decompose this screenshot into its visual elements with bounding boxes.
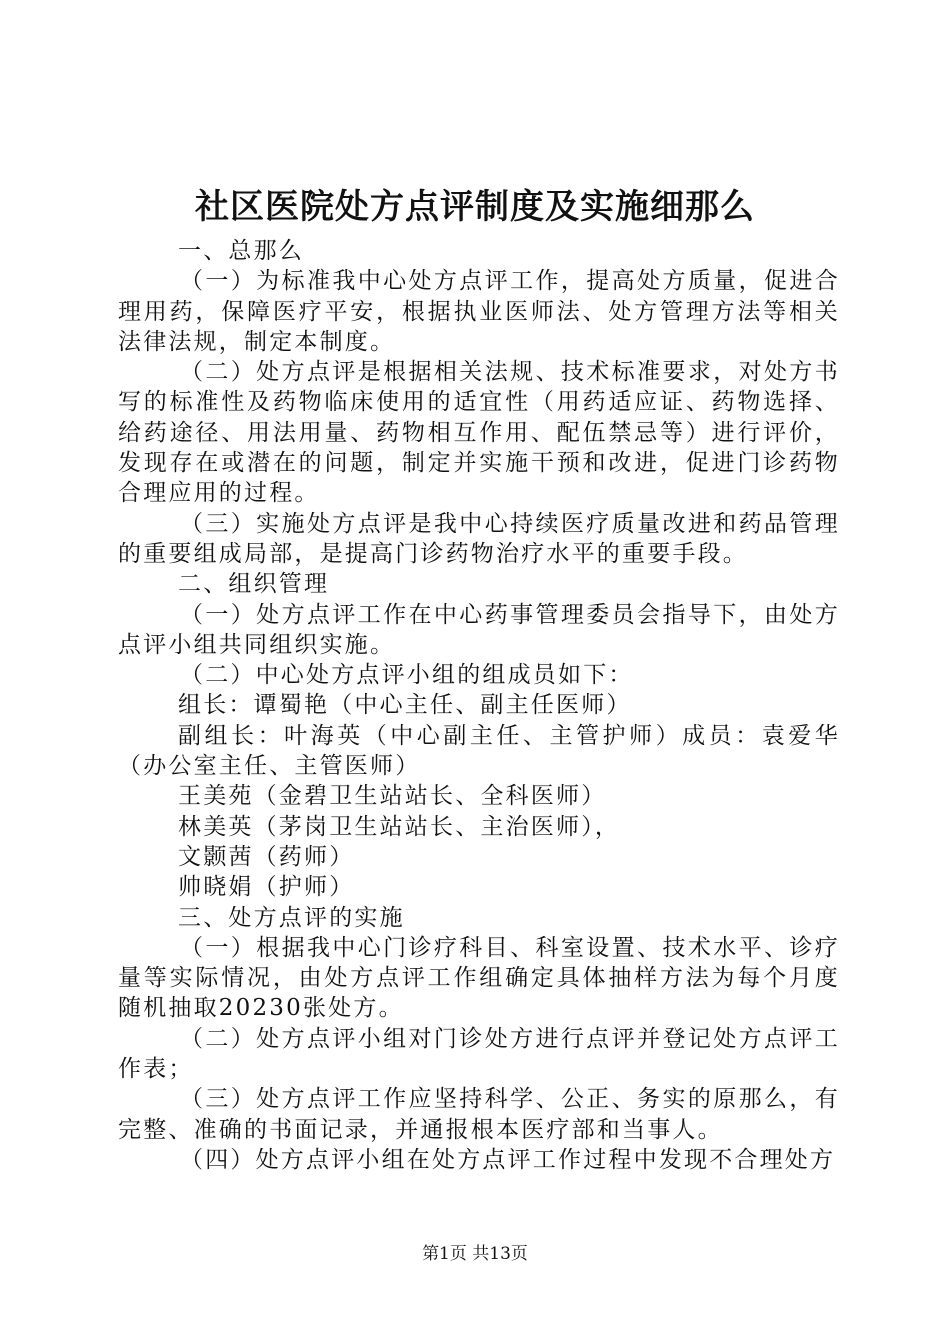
paragraph: 副组长：叶海英（中心副主任、主管护师）成员：袁爱华（办公室主任、主管医师） (118, 722, 840, 780)
paragraph: （一）为标准我中心处方点评工作，提高处方质量，促进合理用药，保障医疗平安，根据执业医师法、处方管理方法等相关法律法规，制定本制度。 (118, 268, 840, 355)
paragraph: （二）中心处方点评小组的组成员如下： (180, 662, 634, 689)
paragraph: （一）根据我中心门诊疗科目、科室设置、技术水平、诊疗量等实际情况，由处方点评工作组确定具体抽样方法为每个月度随机抽取20230张处方。 (118, 934, 840, 1022)
paragraph: 一、总那么 (178, 238, 304, 264)
document-title: 社区医院处方点评制度及实施细那么 (195, 187, 755, 227)
paragraph: 组长：谭蜀艳（中心主任、副主任医师） (178, 692, 632, 719)
paragraph: （三）处方点评工作应坚持科学、公正、务实的原那么，有完整、准确的书面记录，并通报根本医疗部和当事人。 (118, 1086, 840, 1143)
paragraph: 帅晓娟（护师） (178, 874, 355, 901)
paragraph: （二）处方点评是根据相关法规、技术标准要求，对处方书写的标准性及药物临床使用的适宜性（用药适应证、药物选择、给药途径、用法用量、药物相互作用、配伍禁忌等）进行评价，发现存在或潜在的问题，制定并实施干预和改进，促进门诊药物合理应用的过程。 (118, 359, 840, 507)
paragraph: （三）实施处方点评是我中心持续医疗质量改进和药品管理的重要组成局部，是提高门诊药物治疗水平的重要手段。 (118, 510, 840, 567)
paragraph: 林美英（茅岗卫生站站长、主治医师）， (178, 813, 621, 840)
paragraph: （四）处方点评小组在处方点评工作过程中发现不合理处方 (180, 1146, 836, 1173)
paragraph: （一）处方点评工作在中心药事管理委员会指导下，由处方点评小组共同组织实施。 (118, 601, 840, 658)
paragraph: 三、处方点评的实施 (178, 904, 405, 931)
paragraph: （二）处方点评小组对门诊处方进行点评并登记处方点评工作表； (118, 1025, 840, 1083)
paragraph: 王美苑（金碧卫生站站长、全科医师） (178, 783, 607, 810)
paragraph: 二、组织管理 (178, 571, 330, 598)
page-footer: 第1页 共13页 (422, 1244, 528, 1264)
document-body (118, 236, 840, 1175)
paragraph: 文颢茜（药师） (178, 843, 355, 870)
